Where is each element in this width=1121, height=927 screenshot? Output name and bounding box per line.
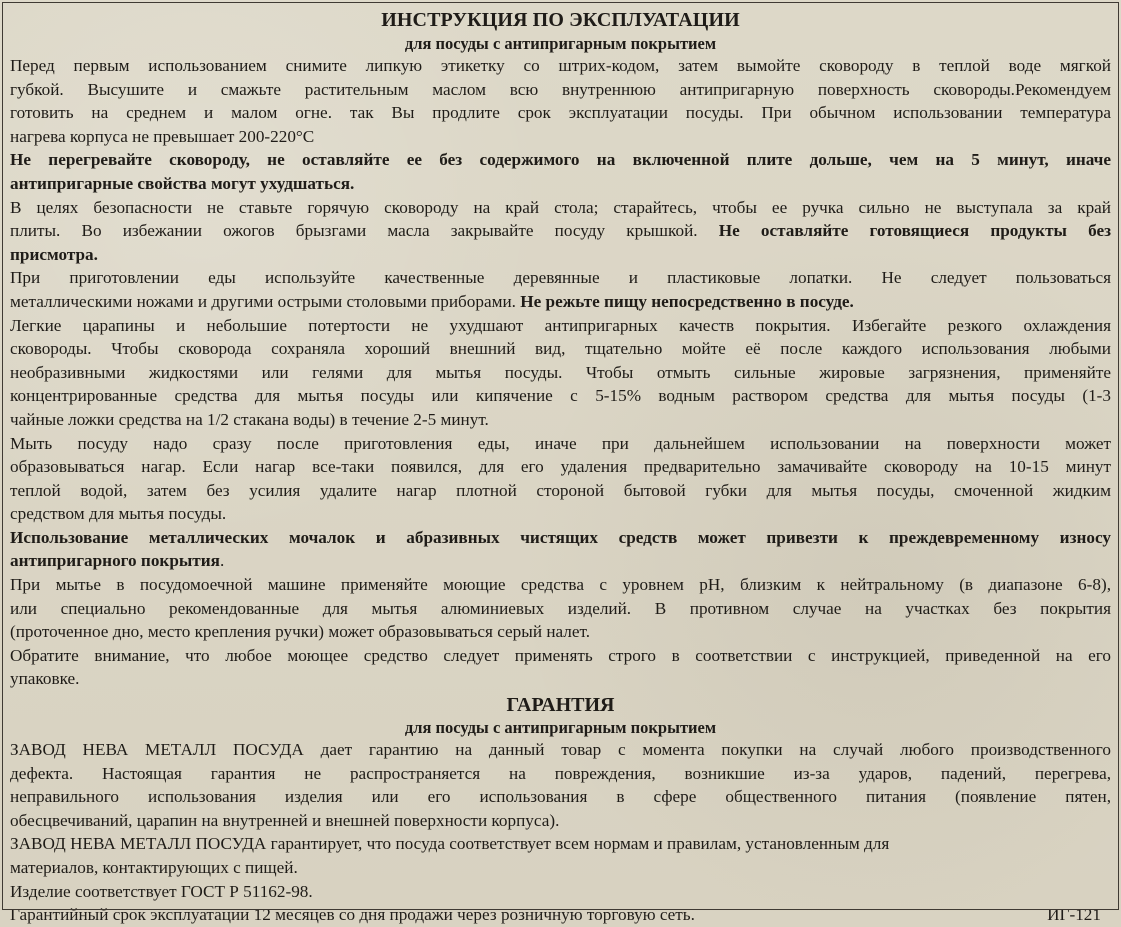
- instruction-line: Использование металлических мочалок и абразивных чистящих средств может привезти к преждевременному износу: [10, 527, 1111, 547]
- instruction-line: [10, 219, 1111, 243]
- instruction-title: ИНСТРУКЦИЯ ПО ЭКСПЛУАТАЦИИ: [381, 9, 740, 31]
- guarantee-paragraph-1: [10, 738, 1111, 832]
- guarantee-paragraph-2: [10, 832, 1111, 879]
- instruction-line: нагрева корпуса не превышает 200-220°С: [10, 126, 315, 146]
- instruction-line-part-bold: Не оставляйте готовящиеся продукты без: [718, 221, 1111, 241]
- instruction-subtitle: для посуды с антипригарным покрытием: [404, 34, 717, 53]
- guarantee-line: неправильного использования изделия или его использования в сфере общественного питания (появление пятен,: [10, 787, 1111, 807]
- instruction-line: сковороды. Чтобы сковорода сохраняла хороший внешний вид, тщательно мойте её после каждого использования любыми: [10, 339, 1111, 359]
- instruction-line: средством для мытья посуды.: [10, 504, 227, 524]
- instruction-line: готовить на среднем и малом огне. так Вы продлите срок эксплуатации посуды. При обычном использовании температура: [10, 103, 1111, 123]
- instruction-line: При мытье в посудомоечной машине применяйте моющие средства с уровнем pH, близким к нейтральному (в диапазоне 6-8),: [10, 575, 1111, 595]
- guarantee-line: Изделие соответствует ГОСТ Р 51162-98.: [10, 881, 313, 901]
- instruction-line: В целях безопасности не ставьте горячую сковороду на край стола; старайтесь, чтобы ее ручка сильно не выступала за край: [10, 197, 1111, 217]
- instruction-paragraph-2: [10, 148, 1111, 195]
- guarantee-footer: [10, 903, 1111, 927]
- guarantee-subtitle: для посуды с антипригарным покрытием: [404, 718, 717, 738]
- instruction-paragraph-4: [10, 266, 1111, 313]
- instruction-line-part-bold: Не режьте пищу непосредственно в посуде.: [520, 291, 854, 311]
- guarantee-title: ГАРАНТИЯ: [506, 694, 615, 717]
- instruction-line-part-bold: антипригарного покрытия: [10, 551, 220, 571]
- instruction-line: [10, 290, 1111, 314]
- instruction-line: (проточенное дно, место крепления ручки) может образовываться серый налет.: [10, 622, 591, 642]
- instruction-line: теплой водой, затем без усилия удалите нагар плотной стороной бытовой губки для мытья посуды, смоченной жидким: [10, 480, 1111, 500]
- instruction-line: Перед первым использованием снимите липкую этикетку со штрих-кодом, затем вымойте сковороду в теплой воде мягкой: [10, 56, 1111, 75]
- instruction-line-part: плиты. Во избежании ожогов брызгами масла закрывайте посуду крышкой.: [10, 221, 698, 241]
- guarantee-line: материалов, контактирующих с пищей.: [10, 858, 298, 877]
- instruction-line: При приготовлении еды используйте качественные деревянные и пластиковые лопатки. Не следует пользоваться: [10, 268, 1111, 288]
- instruction-line: [10, 549, 1111, 573]
- instruction-paragraph-7: [10, 526, 1111, 573]
- instruction-line: или специально рекомендованные для мытья алюминиевых изделий. В противном случае на участках без покрытия: [10, 598, 1111, 618]
- instruction-line: необразивными жидкостями или гелями для мытья посуды. Чтобы отмыть сильные жировые загрязнения, применяйте: [10, 362, 1111, 382]
- instruction-paragraph-5: [10, 314, 1111, 432]
- instruction-line: Обратите внимание, что любое моющее средство следует применять строго в соответствии с инструкцией, приведенной на его: [10, 645, 1111, 665]
- instruction-paragraph-3: [10, 196, 1111, 267]
- instruction-line: Мыть посуду надо сразу после приготовления еды, иначе при дальнейшем использовании на поверхности может: [10, 433, 1111, 453]
- guarantee-line: дефекта. Настоящая гарантия не распространяется на повреждения, возникшие из-за ударов, падений, перегрева,: [10, 763, 1111, 783]
- instruction-paragraph-6: [10, 432, 1111, 526]
- instruction-line-part: металлическими ножами и другими острыми столовыми приборами.: [10, 291, 516, 311]
- guarantee-line: ЗАВОД НЕВА МЕТАЛЛ ПОСУДА гарантирует, что посуда соответствует всем нормам и правилам, установленным для: [10, 834, 890, 854]
- guarantee-line: обесцвечиваний, царапин на внутренней и внешней поверхности корпуса).: [10, 810, 560, 830]
- instruction-line: губкой. Высушите и смажьте растительным маслом всю внутреннюю антипригарную поверхность сковороды.Рекомендуем: [10, 79, 1111, 99]
- instruction-line: чайные ложки средства на 1/2 стакана воды) в течение 2-5 минут.: [10, 409, 489, 429]
- instruction-line: упаковке.: [10, 669, 80, 689]
- instruction-line: Легкие царапины и небольшие потертости не ухудшают антипригарных качеств покрытия. Избегайте резкого охлаждения: [10, 315, 1111, 335]
- guarantee-paragraph-3: [10, 880, 1111, 904]
- guarantee-line: ЗАВОД НЕВА МЕТАЛЛ ПОСУДА дает гарантию на данный товар с момента покупки на случай любого производственного: [10, 740, 1111, 760]
- instruction-line: концентрированные средства для мытья посуды или кипячение с 5-15% водным раствором средства для мытья посуды (1-3: [10, 386, 1111, 406]
- instruction-paragraph-9: [10, 644, 1111, 691]
- instruction-paragraph-8: [10, 573, 1111, 644]
- instruction-line: присмотра.: [10, 244, 98, 264]
- instruction-line-part: .: [219, 551, 225, 571]
- warranty-period: Гарантийный срок эксплуатации 12 месяцев со дня продажи через розничную торговую сеть.: [10, 905, 695, 925]
- instruction-line: Не перегревайте сковороду, не оставляйте ее без содержимого на включенной плите дольше, чем на 5 минут, иначе: [10, 150, 1111, 170]
- document-code: ИГ-121: [1047, 905, 1101, 925]
- instruction-paragraph-1: [10, 54, 1111, 148]
- instruction-line: образовываться нагар. Если нагар все-таки появился, для его удаления предварительно замачивайте сковороду на 10-15 минут: [10, 457, 1111, 477]
- instruction-line: антипригарные свойства могут ухудшаться.: [10, 173, 355, 193]
